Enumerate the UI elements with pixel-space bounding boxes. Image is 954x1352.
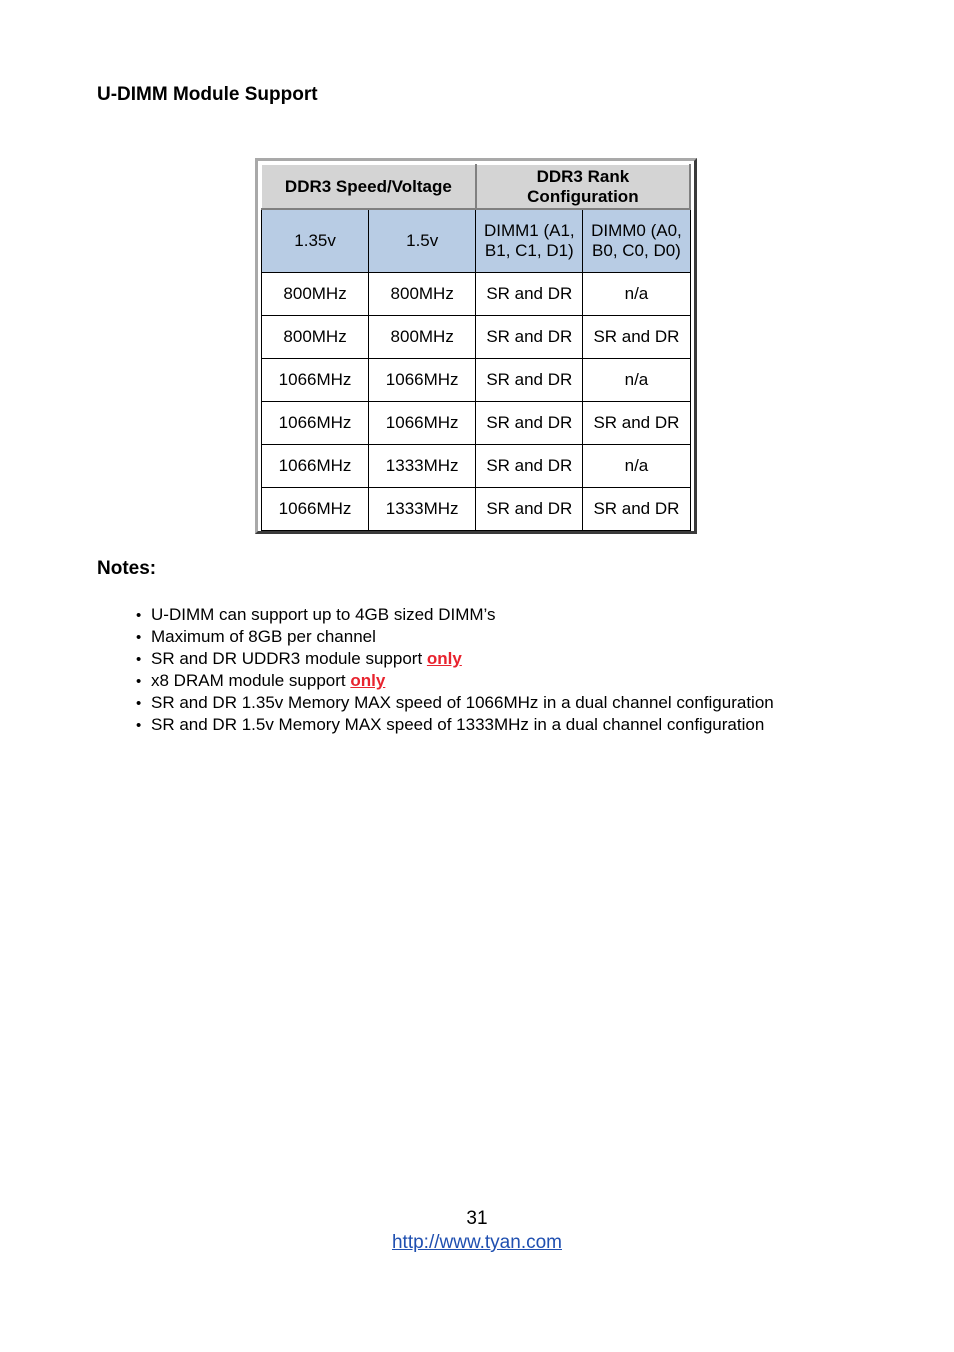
table-cell: 1066MHz <box>369 402 476 445</box>
notes-list <box>136 604 774 736</box>
table-cell: 1333MHz <box>369 488 476 531</box>
table-cell: SR and DR <box>583 402 690 445</box>
table-cell: 1066MHz <box>262 445 369 488</box>
subheader-dimm1: DIMM1 (A1, B1, C1, D1) <box>476 209 583 273</box>
note-text: x8 DRAM module support <box>151 671 351 690</box>
table-cell: 800MHz <box>369 273 476 316</box>
table-cell: 800MHz <box>262 316 369 359</box>
section-title: U-DIMM Module Support <box>97 84 318 105</box>
bullet-icon: • <box>136 673 142 690</box>
list-item <box>136 714 774 736</box>
subheader-1-5v: 1.5v <box>369 209 476 273</box>
table-cell: SR and DR <box>476 445 583 488</box>
table-cell: 1066MHz <box>262 359 369 402</box>
bullet-icon: • <box>136 629 142 646</box>
note-emphasis: only <box>426 649 462 668</box>
table-cell: 1066MHz <box>262 488 369 531</box>
table-cell: SR and DR <box>476 402 583 445</box>
table-cell: 1066MHz <box>262 402 369 445</box>
table-cell: SR and DR <box>583 488 690 531</box>
list-item <box>136 670 774 692</box>
bullet-icon: • <box>136 607 142 624</box>
page-number: 31 <box>466 1208 488 1229</box>
header-rank-configuration: DDR3 Rank Configuration <box>476 165 690 210</box>
table-row <box>262 445 691 488</box>
table-cell: SR and DR <box>476 273 583 316</box>
table-cell: SR and DR <box>476 488 583 531</box>
list-item <box>136 626 774 648</box>
table-row <box>262 273 691 316</box>
note-text: SR and DR 1.5v Memory MAX speed of 1333MHz in a dual channel configuration <box>151 715 765 734</box>
udimm-support-table <box>261 164 691 531</box>
table-cell: 1066MHz <box>369 359 476 402</box>
subheader-1-35v: 1.35v <box>262 209 369 273</box>
bullet-icon: • <box>136 651 142 668</box>
note-text: SR and DR UDDR3 module support <box>151 649 427 668</box>
table-subheader-row <box>262 209 691 273</box>
table-cell: 1333MHz <box>369 445 476 488</box>
table-cell: SR and DR <box>583 316 690 359</box>
header-speed-voltage: DDR3 Speed/Voltage <box>262 165 476 210</box>
subheader-dimm0: DIMM0 (A0, B0, C0, D0) <box>583 209 690 273</box>
table-cell: 800MHz <box>262 273 369 316</box>
table-row <box>262 488 691 531</box>
table-row <box>262 359 691 402</box>
table-cell: SR and DR <box>476 359 583 402</box>
table-row <box>262 316 691 359</box>
table-cell: n/a <box>583 445 690 488</box>
note-text: SR and DR 1.35v Memory MAX speed of 1066MHz in a dual channel configuration <box>151 693 774 712</box>
list-item <box>136 648 774 670</box>
udimm-support-table-frame <box>255 158 697 534</box>
footer-link-container <box>0 1232 954 1254</box>
note-text: Maximum of 8GB per channel <box>151 627 376 646</box>
table-cell: 800MHz <box>369 316 476 359</box>
list-item <box>136 692 774 714</box>
bullet-icon: • <box>136 717 142 734</box>
table-cell: n/a <box>583 359 690 402</box>
website-link[interactable]: http://www.tyan.com <box>391 1232 562 1253</box>
note-text: U-DIMM can support up to 4GB sized DIMM’s <box>151 605 496 624</box>
table-row <box>262 402 691 445</box>
table-cell: SR and DR <box>476 316 583 359</box>
notes-title: Notes: <box>97 558 157 579</box>
table-header-row <box>262 165 691 210</box>
list-item <box>136 604 774 626</box>
bullet-icon: • <box>136 695 142 712</box>
note-emphasis: only <box>350 671 386 690</box>
table-cell: n/a <box>583 273 690 316</box>
